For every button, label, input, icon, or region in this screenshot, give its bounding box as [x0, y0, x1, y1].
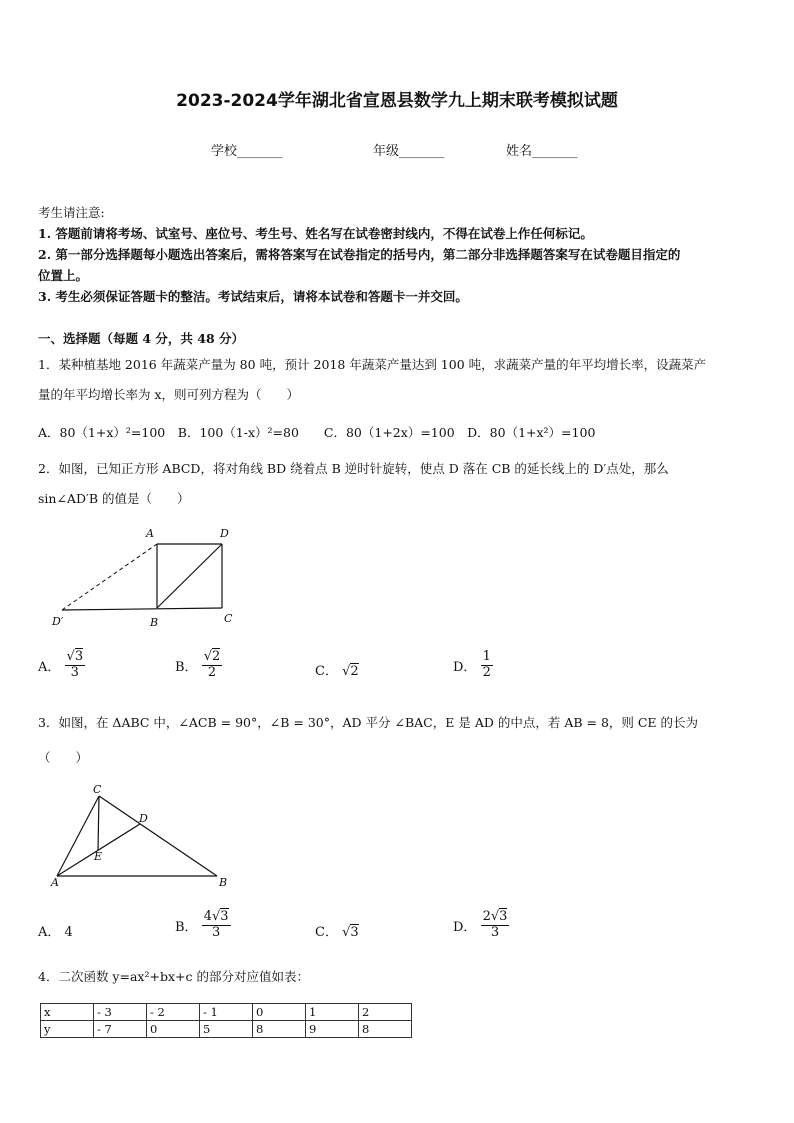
question-2-line: sin∠AD′B 的值是（ ）: [38, 491, 190, 506]
label-e: E: [94, 850, 103, 863]
question-3-option-c: [315, 921, 359, 940]
option-label: A．: [38, 659, 61, 675]
radicand: 3: [499, 909, 508, 924]
segment-ac: [57, 796, 99, 876]
table-cell: 2: [359, 1004, 412, 1021]
label-c: C: [224, 612, 233, 625]
coefficient: 4: [203, 909, 212, 924]
radicand: 3: [74, 649, 84, 664]
radicand: 3: [350, 925, 359, 940]
label-b: B: [150, 616, 159, 629]
question-2-line: 2．如图，已知正方形 ABCD，将对角线 BD 绕着点 B 逆时针旋转，使点 D 落在 CB 的延长线上的 D′点处，那么: [38, 461, 669, 476]
fraction-numerator: √3: [66, 649, 84, 664]
question-3-option-b: [175, 910, 231, 941]
table-cell: - 2: [147, 1004, 200, 1021]
notice-heading: 考生请注意:: [38, 205, 105, 220]
segment-cb: [99, 796, 217, 876]
label-a: A: [146, 527, 154, 540]
notice-item: 1. 答题前请将考场、试室号、座位号、考生号、姓名写在试卷密封线内，不得在试卷上作任何标记。: [38, 226, 593, 241]
label-d: D: [220, 527, 229, 540]
table-row: [41, 1021, 412, 1038]
label-d-prime: D′: [52, 615, 64, 628]
page-title: 2023-2024学年湖北省宣恩县数学九上期末联考模拟试题: [176, 91, 618, 111]
grade-field: 年级_______: [373, 144, 445, 159]
question-2-option-c: [315, 660, 359, 679]
dashed-segment-ad-prime: [62, 544, 157, 610]
fraction-numerator: 4√3: [203, 909, 229, 924]
option-label: B．: [175, 919, 198, 935]
table-cell: 0: [147, 1021, 200, 1038]
fraction-denominator: 3: [490, 924, 500, 940]
label-b: B: [219, 876, 228, 889]
question-3-option-d: [453, 910, 509, 941]
fraction-denominator: 2: [207, 664, 217, 680]
option-label: B．: [175, 659, 198, 675]
fraction-denominator: 3: [70, 664, 79, 680]
question-4-line: 4．二次函数 y=ax²+bx+c 的部分对应值如表：: [38, 969, 309, 984]
option-label: A．: [38, 925, 61, 940]
option-label: D．: [453, 919, 477, 935]
school-field: 学校_______: [211, 144, 283, 159]
question-2-option-a: [38, 650, 85, 681]
notice-item: 位置上。: [38, 268, 89, 283]
fraction: [481, 650, 493, 681]
label-c: C: [93, 783, 102, 796]
question-1-options: A．80（1+x）²=100 B．100（1-x）²=80 C．80（1+2x）=100 D．80（1+x²）=100: [38, 425, 596, 440]
fraction: [481, 910, 510, 941]
name-field: 姓名_______: [506, 144, 578, 159]
table-cell: 0: [253, 1004, 306, 1021]
table-cell: 5: [200, 1021, 253, 1038]
diagonal-bd: [157, 544, 222, 608]
notice-item: 2. 第一部分选择题每小题选出答案后，需将答案写在试卷指定的括号内，第二部分非选择题答案写在试卷题目指定的: [38, 247, 681, 262]
fraction: [202, 910, 231, 941]
option-label: D．: [453, 659, 477, 675]
table-row: [41, 1004, 412, 1021]
table-cell: 8: [253, 1021, 306, 1038]
question-1-line: 1．某种植基地 2016 年蔬菜产量为 80 吨，预计 2018 年蔬菜产量达到 100 吨，求蔬菜产量的年平均增长率，设蔬菜产: [38, 357, 707, 372]
coefficient: 2: [482, 909, 491, 924]
fraction: [202, 650, 223, 681]
table-cell: 8: [359, 1021, 412, 1038]
sqrt-symbol: √: [342, 664, 351, 679]
radicand: 2: [350, 664, 359, 679]
question-3-line: （ ）: [38, 750, 89, 765]
question-2-option-d: [453, 650, 493, 681]
triangle-figure: [45, 782, 245, 892]
section-heading: 一、选择题（每题 4 分，共 48 分）: [38, 331, 245, 346]
notice-item: 3. 考生必须保证答题卡的整洁。考试结束后，请将本试卷和答题卡一并交回。: [38, 289, 468, 304]
fraction-numerator: √2: [203, 649, 221, 664]
segment-d-prime-c: [62, 608, 222, 610]
fraction-denominator: 2: [482, 664, 491, 680]
label-d: D: [139, 812, 148, 825]
table-cell: 9: [306, 1021, 359, 1038]
option-label: C．: [315, 664, 338, 679]
option-label: C．: [315, 925, 338, 940]
radicand: 3: [220, 909, 229, 924]
question-3-line: 3．如图，在 ΔABC 中，∠ACB = 90°，∠B = 30°，AD 平分 ∠BAC，E 是 AD 的中点，若 AB = 8，则 CE 的长为: [38, 715, 699, 730]
fraction: [65, 650, 86, 681]
question-2-option-b: [175, 650, 222, 681]
table-cell: 1: [306, 1004, 359, 1021]
table-cell: - 1: [200, 1004, 253, 1021]
value-table: [40, 1003, 412, 1038]
table-cell: y: [41, 1021, 94, 1038]
table-cell: x: [41, 1004, 94, 1021]
label-a: A: [51, 876, 59, 889]
square-rotation-figure: [40, 520, 250, 635]
question-3-option-a: [38, 921, 73, 940]
table-cell: - 7: [94, 1021, 147, 1038]
fraction-numerator: 1: [482, 649, 491, 664]
question-1-line: 量的年平均增长率为 x，则可列方程为（ ）: [38, 387, 300, 402]
segment-ce: [98, 796, 99, 850]
sqrt-symbol: √: [342, 925, 351, 940]
table-cell: - 3: [94, 1004, 147, 1021]
radicand: 2: [212, 649, 221, 664]
fraction-denominator: 3: [211, 924, 221, 940]
fraction-numerator: 2√3: [482, 909, 508, 924]
option-value: 4: [64, 925, 73, 940]
